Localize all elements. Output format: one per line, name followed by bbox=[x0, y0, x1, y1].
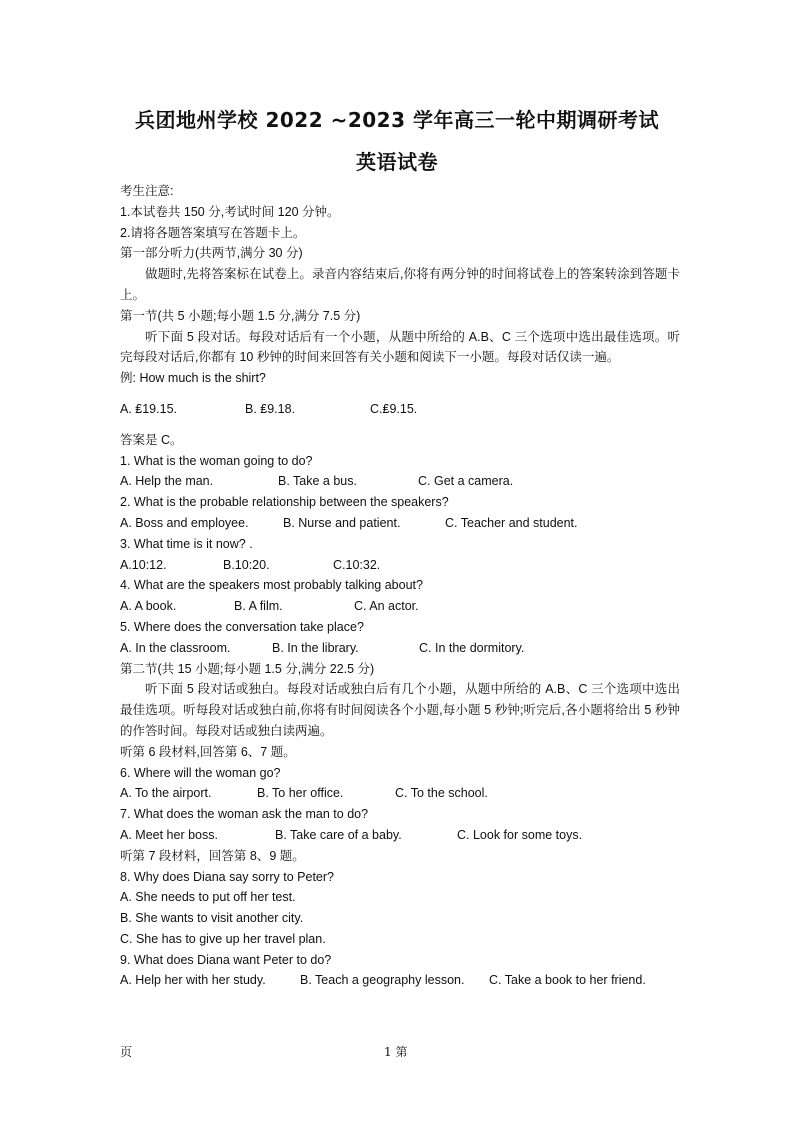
question-options bbox=[120, 825, 680, 846]
note-item: 2.请将各题答案填写在答题卡上。 bbox=[120, 225, 306, 240]
question: 6. Where will the woman go? bbox=[120, 765, 281, 780]
material-note: 听第 7 段材料，回答第 8、9 题。 bbox=[120, 848, 305, 863]
option: C. She has to give up her travel plan. bbox=[120, 931, 326, 946]
exam-title: 兵团地州学校 2022 ~2023 学年高三一轮中期调研考试 bbox=[135, 108, 659, 132]
question: 4. What are the speakers most probably talking about? bbox=[120, 578, 423, 593]
question-options bbox=[120, 596, 680, 617]
section2-intro: 听下面 5 段对话或独白。每段对话或独白后有几个小题，从题中所给的 A.B、C 三个选项中选出最佳选项。听每段对话或独白前,你将有时间阅读各个小题,每小题 5 秒钟;听完后,各小题将给出 5 秒钟的作答时间。每段对话或独白读两遍。 bbox=[120, 682, 680, 738]
part1-heading: 第一部分听力(共两节,满分 30 分) bbox=[120, 246, 303, 261]
question: 9. What does Diana want Peter to do? bbox=[120, 952, 332, 967]
part1-intro: 做题时,先将答案标在试卷上。录音内容结束后,你将有两分钟的时间将试卷上的答案转涂到答题卡上。 bbox=[120, 267, 680, 302]
option: B. Take a bus. bbox=[278, 474, 357, 489]
option: B. Take care of a baby. bbox=[275, 827, 402, 842]
section1-heading: 第一节(共 5 小题;每小题 1.5 分,满分 7.5 分) bbox=[120, 308, 361, 323]
question-options bbox=[120, 555, 680, 576]
exam-subtitle: 英语试卷 bbox=[356, 150, 438, 174]
exam-content bbox=[120, 181, 680, 991]
option: A. A book. bbox=[120, 599, 177, 614]
option: B. ₤9.18. bbox=[245, 401, 296, 416]
option: A. Help the man. bbox=[120, 474, 214, 489]
example-options bbox=[120, 399, 680, 420]
question: 5. Where does the conversation take place? bbox=[120, 619, 364, 634]
option: A. To the airport. bbox=[120, 786, 212, 801]
question: 7. What does the woman ask the man to do? bbox=[120, 807, 369, 822]
question-options bbox=[120, 638, 680, 659]
option: A.10:12. bbox=[120, 557, 167, 572]
option: A. She needs to put off her test. bbox=[120, 890, 296, 905]
option: C.10:32. bbox=[333, 557, 381, 572]
option: B. A film. bbox=[234, 599, 283, 614]
option: C. Look for some toys. bbox=[457, 827, 583, 842]
option: B. In the library. bbox=[272, 640, 359, 655]
question-options bbox=[120, 970, 680, 991]
question: 2. What is the probable relationship between the speakers? bbox=[120, 495, 449, 510]
question: 1. What is the woman going to do? bbox=[120, 453, 313, 468]
footer-page-number: 1 第 bbox=[384, 1045, 408, 1059]
section1-intro: 听下面 5 段对话。每段对话后有一个小题，从题中所给的 A.B、C 三个选项中选出最佳选项。听完每段对话后,你都有 10 秒钟的时间来回答有关小题和阅读下一小题。每段对话仅读一遍。 bbox=[120, 329, 680, 365]
option: A. In the classroom. bbox=[120, 640, 231, 655]
question: 3. What time is it now? . bbox=[120, 536, 253, 551]
example-answer: 答案是 C。 bbox=[120, 432, 183, 447]
option: A. Boss and employee. bbox=[120, 515, 249, 530]
question-options bbox=[120, 513, 680, 534]
option: A. ₤19.15. bbox=[120, 401, 177, 416]
question-options bbox=[120, 783, 680, 804]
section2-heading: 第二节(共 15 小题;每小题 1.5 分,满分 22.5 分) bbox=[120, 661, 375, 676]
note-item: 1.本试卷共 150 分,考试时间 120 分钟。 bbox=[120, 204, 340, 219]
footer-left: 页 bbox=[120, 1045, 133, 1059]
option: A. Meet her boss. bbox=[120, 827, 218, 842]
example-question: 例: How much is the shirt? bbox=[120, 371, 266, 386]
option: B. To her office. bbox=[257, 786, 344, 801]
option: C. An actor. bbox=[354, 599, 419, 614]
option: C.₤9.15. bbox=[370, 401, 418, 416]
question: 8. Why does Diana say sorry to Peter? bbox=[120, 869, 334, 884]
option: B. Teach a geography lesson. bbox=[300, 973, 465, 988]
option: C. Get a camera. bbox=[418, 474, 514, 489]
notes-heading: 考生注意: bbox=[120, 184, 174, 198]
option: B. Nurse and patient. bbox=[283, 515, 401, 530]
option: B. She wants to visit another city. bbox=[120, 911, 304, 926]
option: C. Teacher and student. bbox=[445, 515, 578, 530]
option: C. In the dormitory. bbox=[419, 640, 525, 655]
material-note: 听第 6 段材料,回答第 6、7 题。 bbox=[120, 744, 296, 759]
option: C. Take a book to her friend. bbox=[489, 973, 646, 988]
option: C. To the school. bbox=[395, 786, 488, 801]
question-options bbox=[120, 471, 680, 492]
option: A. Help her with her study. bbox=[120, 973, 266, 988]
option: B.10:20. bbox=[223, 557, 270, 572]
